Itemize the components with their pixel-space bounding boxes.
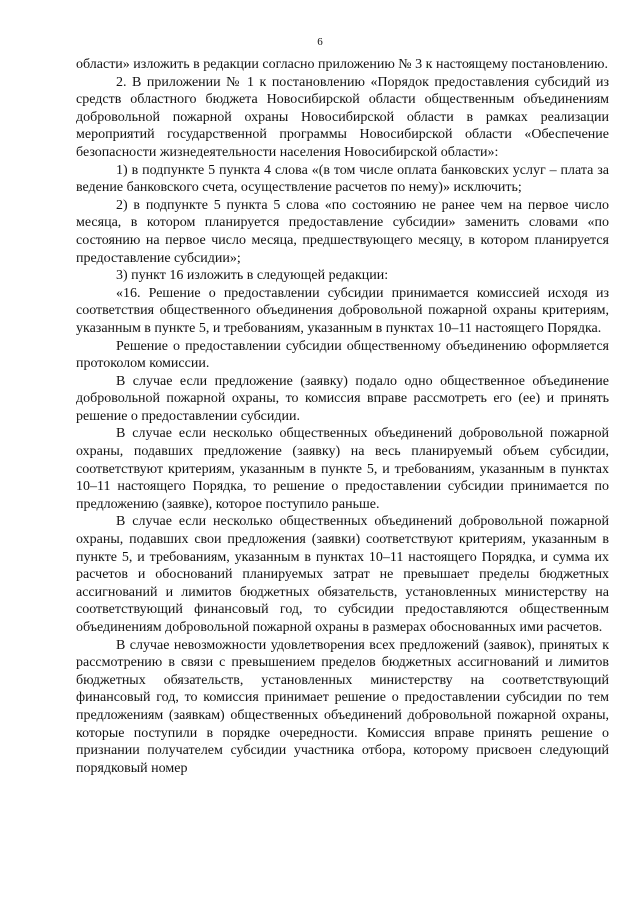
paragraph-item-2: 2. В приложении № 1 к постановлению «Порядок предоставления субсидий из средств областного бюджета Новосибирской области общественным объединениям добровольной пожарной охраны Новосибирской области в рамках реализации мероприятий государственной программы Новосибирской области «Обеспечение безопасности жизнедеятельности населения Новосибирской области»: <box>76 74 609 160</box>
paragraph-continuation: области» изложить в редакции согласно приложению № 3 к настоящему постановлению. <box>76 57 608 72</box>
paragraph-subitem-3: 3) пункт 16 изложить в следующей редакции: <box>116 268 389 284</box>
paragraph-subitem-1: 1) в подпункте 5 пункта 4 слова «(в том числе оплата банковских услуг – плата за ведение банковского счета, осуществление расчетов по нему)» исключить; <box>76 162 609 196</box>
paragraph-protocol: Решение о предоставлении субсидии общественному объединению оформляется протоколом комиссии. <box>76 338 609 372</box>
paragraph-multiple-within-limits: В случае если несколько общественных объединений добровольной пожарной охраны, подавших свои предложения (заявки) соответствуют критериям, указанным в пункте 5, и требованиям, указанным в пунктах 10–11 настоящего Порядка, и сумма их расчетов и обоснований планируемых затрат не превышает пределы бюджетных ассигнований и лимитов бюджетных обязательств, установленных министерству на соответствующий финансовый год, то субсидии предоставляются общественным объединениям добровольной пожарной охраны в размерах обоснованных ими расчетов. <box>76 514 609 635</box>
paragraph-single-application: В случае если предложение (заявку) подало одно общественное объединение добровольной пожарной охраны, то комиссия вправе рассмотреть его (ее) и принять решение о предоставлении субсидии. <box>76 373 609 424</box>
document-body <box>76 56 609 777</box>
page-number: 6 <box>317 36 323 48</box>
paragraph-multiple-full-volume: В случае если несколько общественных объединений добровольной пожарной охраны, подавших предложение (заявку) на весь планируемый объем субсидии, соответствуют критериям, указанным в пункте 5, и требованиям, указанным в пунктах 10–11 настоящего Порядка, то решение о предоставлении субсидии принимается по предложению (заявке), которое поступило раньше. <box>76 426 609 512</box>
paragraph-insufficient-funds: В случае невозможности удовлетворения всех предложений (заявок), принятых к рассмотрению в связи с превышением пределов бюджетных ассигнований и лимитов бюджетных обязательств, установленных министерству на соответствующий финансовый год, то комиссия принимает решение о предоставлении субсидии по тем предложениям (заявкам) общественных объединений добровольной пожарной охраны, которые поступили в порядке очередности. Комиссия вправе принять решение о признании получателем субсидии участника отбора, которому присвоен следующий порядковый номер <box>76 637 609 776</box>
paragraph-subitem-2: 2) в подпункте 5 пункта 5 слова «по состоянию не ранее чем на первое число месяца, в котором планируется предоставление субсидии» заменить словами «по состоянию на первое число месяца, предшествующего месяцу, в котором планируется предоставление субсидии»; <box>76 197 609 266</box>
paragraph-clause-16: «16. Решение о предоставлении субсидии принимается комиссией исходя из соответствия общественного объединения добровольной пожарной охраны критериям, указанным в пункте 5, и требованиям, указанным в пунктах 10–11 настоящего Порядка. <box>76 285 609 336</box>
